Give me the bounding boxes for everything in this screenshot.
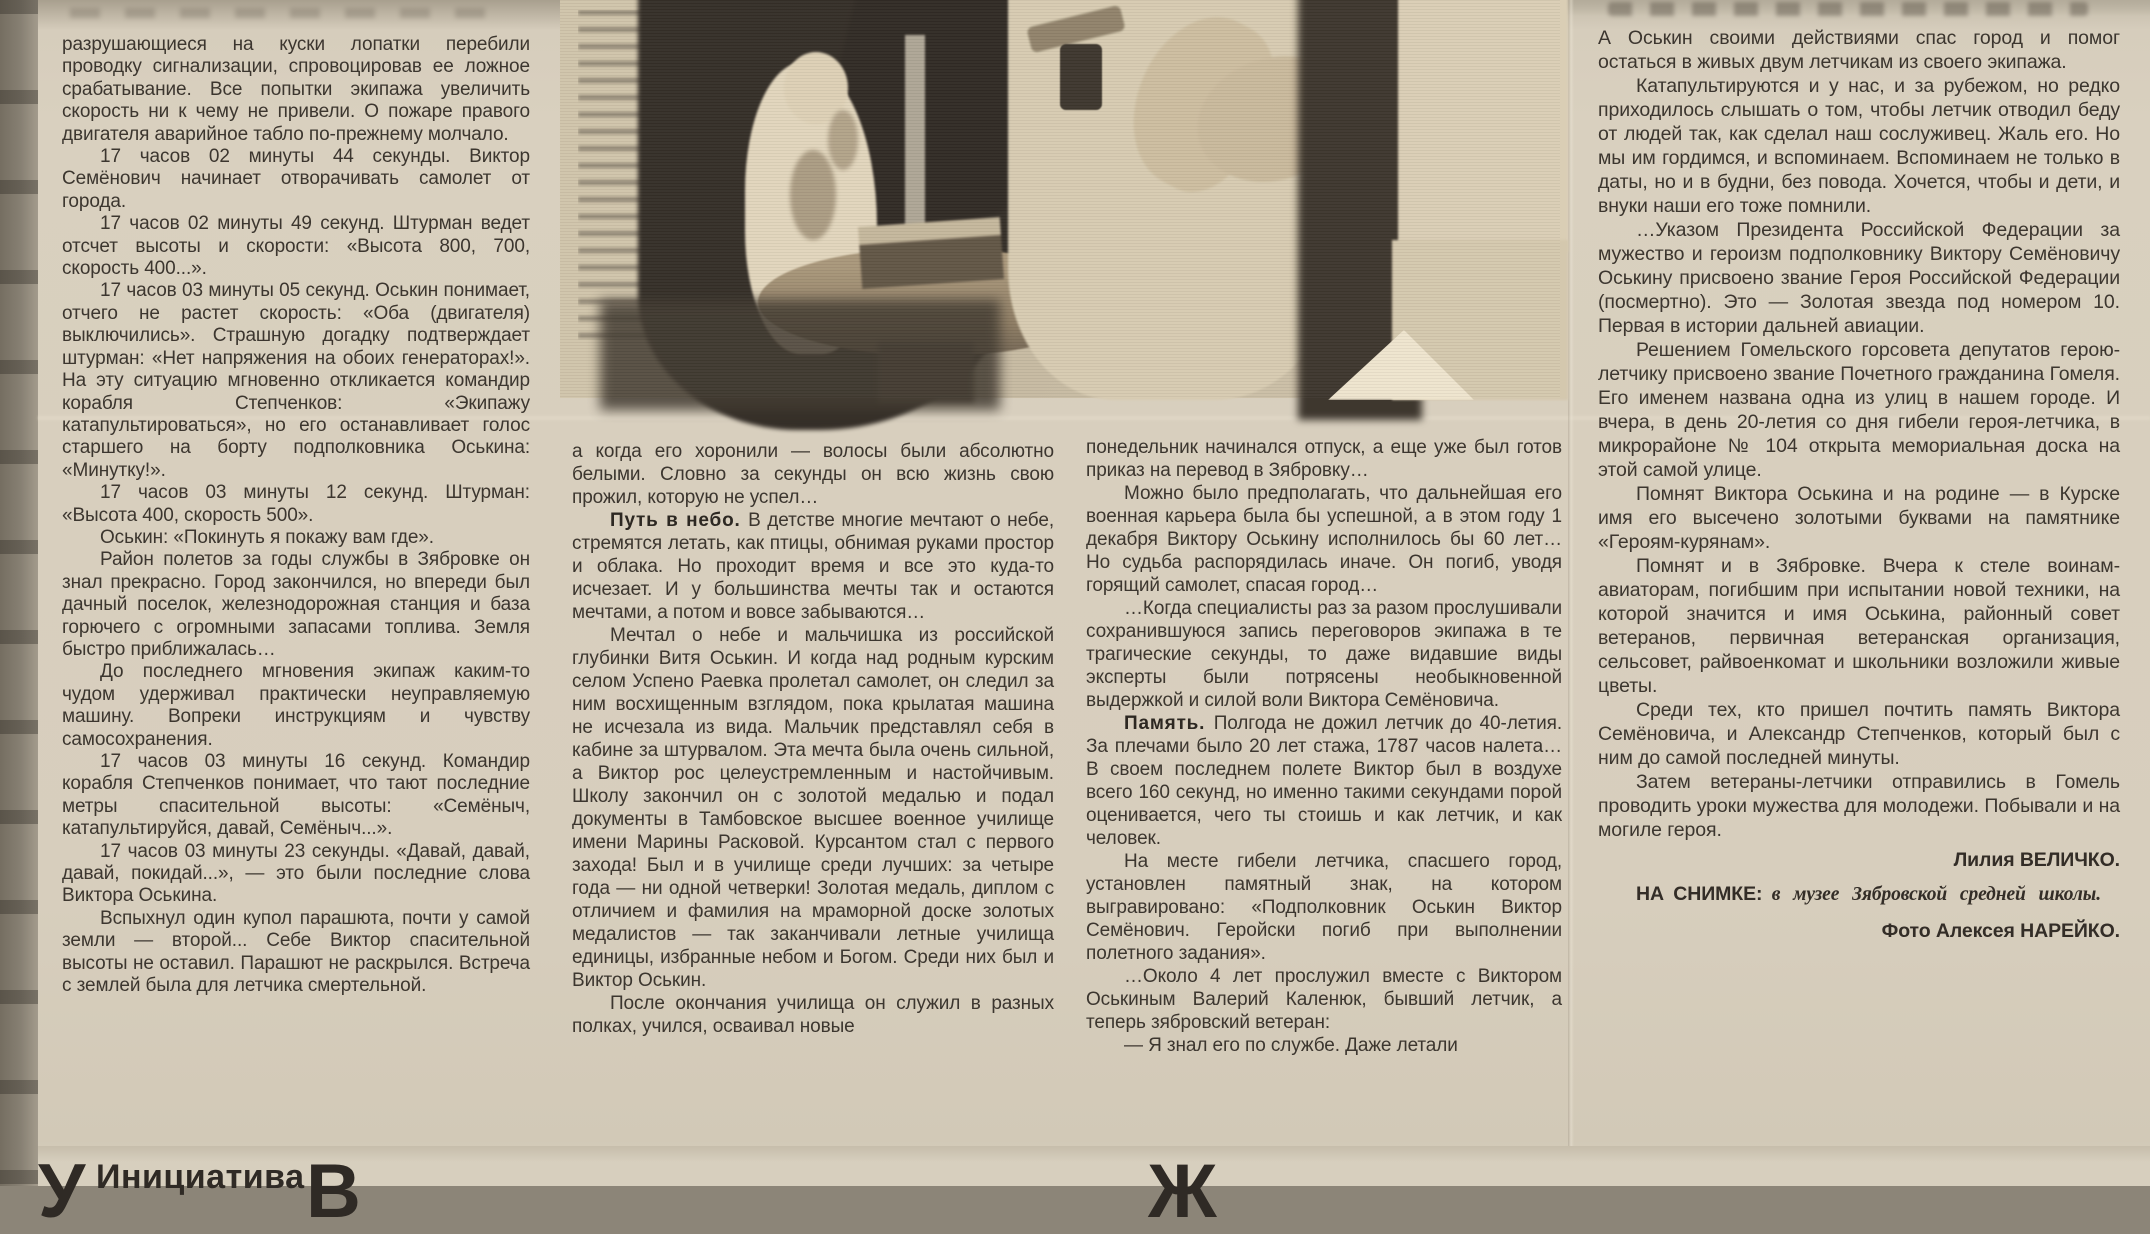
cropped-headline-letter: Ж bbox=[1148, 1149, 1217, 1234]
paragraph: Помнят Виктора Оськина и на родине — в Курске имя его высечено золотыми буквами на памятнике «Героям-курянам». bbox=[1598, 483, 2120, 553]
paragraph: понедельник начинался отпуск, а еще уже был готов приказ на перевод в Зябровку… bbox=[1086, 437, 1562, 481]
cropped-headline-letter: В bbox=[306, 1149, 361, 1234]
paragraph: — Я знал его по службе. Даже летали bbox=[1124, 1035, 1458, 1056]
next-article-strip bbox=[38, 1146, 2150, 1234]
cropped-text-line-left bbox=[70, 8, 500, 18]
paragraph: Помнят и в Зябровке. Вчера к стеле воинам-авиаторам, погибшим при испытании новой техники, на которой значится и имя Оськина, районный совет ветеранов, первичная ветеранская организация, сельсовет, райвоенкомат и школьники возложили живые цветы. bbox=[1598, 555, 2120, 697]
paragraph: …Около 4 лет прослужил вместе с Виктором Оськиным Валерий Каленюк, бывший летчик, а теперь зябровский ветеран: bbox=[1086, 966, 1562, 1033]
photo-newsprint-grain bbox=[560, 0, 1560, 398]
paragraph: До последнего мгновения экипаж каким-то чудом удерживал практически неуправляемую машину. Вопреки инструкциям и чувству самосохранения. bbox=[62, 661, 530, 750]
paragraph: Вспыхнул один купол парашюта, почти у самой земли — второй... Себе Виктор спасительной высоты не оставил. Парашют не раскрылся. Встреча с землей была для летчика смертельной. bbox=[62, 907, 530, 997]
paragraph: Решением Гомельского горсовета депутатов герою-летчику присвоено звание Почетного гражданина Гомеля. Его именем названа одна из улиц в нашем городе. И вчера, в день 20-летия со дня гибели героя-летчика, в микрорайоне № 104 открыта мемориальная доска на этой самой улице. bbox=[1598, 339, 2120, 481]
paragraph: Среди тех, кто пришел почтить память Виктора Семёновича, и Александр Степченков, который был с ним до самой последней минуты. bbox=[1598, 699, 2120, 769]
paragraph: Мечтал о небе и мальчишка из российской глубинки Витя Оськин. И когда над родным курским селом Успено Раевка пролетал самолет, он следил за ним восхищенным взглядом, пока крылатая машина не исчезала из вида. Мальчик представлял себя в кабине за штурвалом. Эта мечта была очень сильной, а Виктор рос целеустремленным и настойчивым. Школу закончил он с золотой медалью и подал документы в Тамбовское высшее военное училище имени Марины Расковой. Курсантом стал с первого захода! Был и в училище среди лучших: за четыре года — ни одной четверки! Золотая медаль, диплом с отличием и фамилия на мраморной доске золотых медалистов — так заканчивали летные училища единицы, избранные небом и Богом. Среди них был и Виктор Оськин. bbox=[572, 625, 1054, 991]
paragraph: Затем ветераны-летчики отправились в Гомель проводить уроки мужества для молодежи. Побывали и на могиле героя. bbox=[1598, 771, 2120, 841]
paragraph: разрушающиеся на куски лопатки перебили проводку сигнализации, спровоцировав ее ложное срабатывание. Все попытки экипажа увеличить скорость ни к чему не привели. О пожаре правого двигателя аварийное табло по-прежнему молчало. bbox=[62, 34, 530, 145]
paragraph: Район полетов за годы службы в Зябровке он знал прекрасно. Город закончился, но впереди был дачный поселок, железнодорожная станция и база горючего с огромными запасами топлива. Земля быстро приближалась… bbox=[62, 549, 530, 660]
next-article-kicker: Инициатива bbox=[96, 1158, 305, 1196]
paragraph: 17 часов 03 минуты 12 секунд. Штурман: «Высота 400, скорость 500». bbox=[62, 482, 530, 526]
paragraph: Память. Полгода не дожил летчик до 40-летия. За плечами было 20 лет стажа, 1787 часов налета… В своем последнем полете Виктор был в воздухе всего 160 секунд, но именно такими секундами порой оценивается, чего ты стоишь и как летчик, и как человек. bbox=[1086, 713, 1563, 849]
paragraph: …Когда специалисты раз за разом прослушивали сохранившуюся запись переговоров экипажа в те трагические секунды, то даже видавшие виды эксперты были потрясены необыкновенной выдержкой и силой воли Виктора Семёновича. bbox=[1086, 598, 1562, 711]
paragraph: Оськин: «Покинуть я покажу вам где». bbox=[100, 526, 434, 548]
paragraph: 17 часов 03 минуты 05 секунд. Оськин понимает, отчего не растет скорость: «Оба (двигателя) выключились». Страшную догадку подтверждает штурман: «Нет напряжения на обоих генераторах!». На эту ситуацию мгновенно откликается командир корабля Степченков: «Экипажу катапультироваться», но его останавливает голос старшего на борту подполковника Оськина: «Минутку!». bbox=[62, 280, 530, 481]
paragraph: 17 часов 03 минуты 23 секунды. «Давай, давай, давай, покидай...», — это были последние слова Виктора Оськина. bbox=[62, 840, 530, 907]
article-column-4 bbox=[1598, 26, 2120, 1156]
paragraph: а когда его хоронили — волосы были абсолютно белыми. Словно за секунды он всю жизнь свою прожил, которую не успел… bbox=[572, 441, 1054, 508]
paragraph: НА СНИМКЕ: в музее Зябровской средней школы. bbox=[1636, 883, 2101, 905]
paragraph: Путь в небо. В детстве многие мечтают о небе, стремятся летать, как птицы, обнимая руками простор и облака. Но проходит время и все это куда-то исчезает. И у большинства мечты так и остаются мечтами, а потом и вовсе забываются… bbox=[572, 510, 1054, 623]
paragraph: 17 часов 02 минуты 49 секунд. Штурман ведет отсчет высоты и скорости: «Высота 800, 700, скорость 400...». bbox=[62, 213, 530, 280]
paragraph: 17 часов 03 минуты 16 секунд. Командир корабля Степченков понимает, что тают последние метры спасительной высоты: «Семёныч, катапультируйся, давай, Семёныч...». bbox=[62, 751, 530, 840]
news-photo bbox=[560, 0, 1560, 398]
paragraph: Фото Алексея НАРЕЙКО. bbox=[1881, 920, 2120, 942]
paragraph: Катапультируются и у нас, и за рубежом, но редко приходилось слышать о том, чтобы летчик отводил беду от людей так, как сделал наш сослуживец. Жаль его. Но мы им гордимся, и вспоминаем. Вспоминаем не только в даты, но и в будни, без повода. Хочется, чтобы и дети, и внуки наши его тоже помнили. bbox=[1598, 75, 2120, 217]
paper-crease-vertical bbox=[1568, 0, 1574, 1186]
cropped-headline-letter: У bbox=[38, 1149, 86, 1234]
paragraph: А Оськин своими действиями спас город и помог остаться в живых двум летчикам из своего экипажа. bbox=[1598, 27, 2120, 73]
article-column-3 bbox=[1086, 436, 1562, 1148]
article-column-2 bbox=[572, 440, 1054, 1108]
paragraph: Можно было предполагать, что дальнейшая его военная карьера была бы успешной, а в этом году 1 декабря Виктору Оськину исполнилось бы 60 лет… Но судьба распорядилась иначе. Он погиб, уводя горящий самолет, спасая город… bbox=[1086, 483, 1562, 596]
paragraph: После окончания училища он служил в разных полках, учился, осваивал новые bbox=[572, 993, 1054, 1037]
cropped-text-line-right bbox=[1608, 2, 2088, 16]
paragraph: На месте гибели летчика, спасшего город, установлен памятный знак, на котором выгравировано: «Подполковник Оськин Виктор Семёнович. Геройски погиб при выполнении полетного задания». bbox=[1086, 851, 1562, 964]
scan-edge-shadow bbox=[0, 0, 38, 1186]
article-column-1 bbox=[62, 34, 530, 1140]
paragraph: Лилия ВЕЛИЧКО. bbox=[1953, 849, 2120, 871]
paragraph: …Указом Президента Российской Федерации за мужество и героизм подполковнику Виктору Семёновичу Оськину присвоено звание Героя Российской Федерации (посмертно). Это — Золотая звезда под номером 10. Первая в истории дальней авиации. bbox=[1598, 219, 2120, 337]
paragraph: 17 часов 02 минуты 44 секунды. Виктор Семёнович начинает отворачивать самолет от города. bbox=[62, 146, 530, 212]
